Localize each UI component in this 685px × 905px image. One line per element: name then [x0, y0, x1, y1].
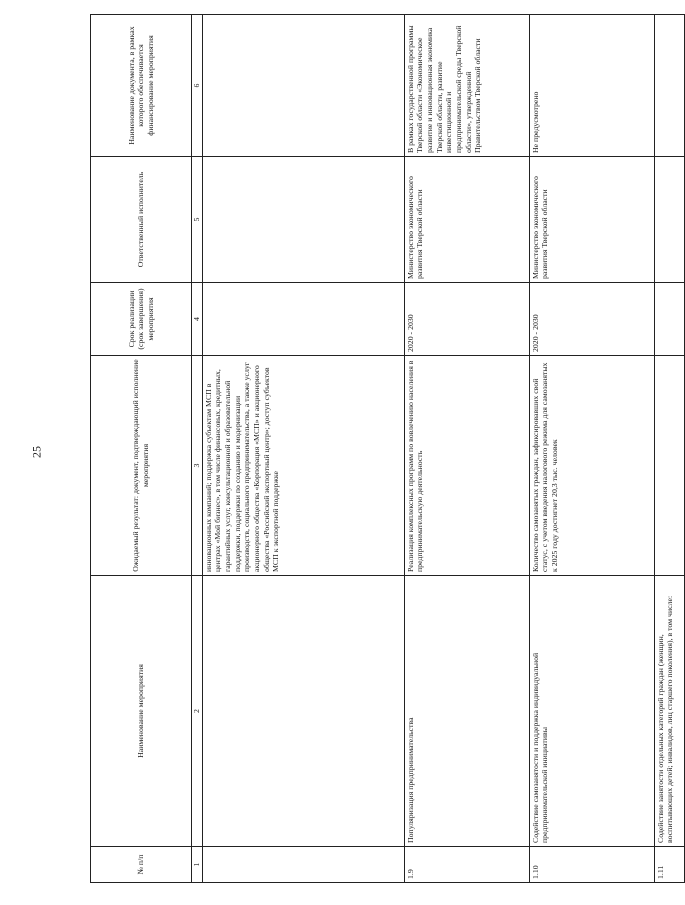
cell-expected-result: инновационных компаний; поддержка субъектам МСП в центрах «Мой бизнес», в том числе финансовых, кредитных, гарантийных услуг, консультационной и образовательной поддержки, поддержки по созданию и модернизации производств, социального предпринимательства, а также услуг акционерного общества «Корпорация «МСП» и акционерного общества «Российский экспортный центр»; доступ субъектов МСП к экспортной поддержке — [202, 356, 404, 576]
cell-number: 1.9 — [404, 847, 529, 883]
cell-number — [202, 847, 404, 883]
cell-expected-result: Реализация комплексных программ по вовлечению населения в предпринимательскую деятельность — [404, 356, 529, 576]
cell-number: 1.11 — [654, 847, 684, 883]
cell-term — [202, 283, 404, 356]
cell-measure-name: Содействие занятости отдельных категорий граждан (женщин, воспитывающих детей; инвалидов, лиц старшего поколения), в том числе: — [654, 576, 684, 847]
cell-measure-name: Популяризация предпринимательства — [404, 576, 529, 847]
column-numbers-row — [192, 15, 203, 883]
cell-executor: Министерство экономического развития Тверской области — [529, 157, 654, 283]
column-number: 2 — [192, 576, 203, 847]
table-row — [404, 15, 529, 883]
cell-measure-name: Содействие самозанятости и поддержка индивидуальной предпринимательской инициативы — [529, 576, 654, 847]
cell-expected-result: Количество самозанятых граждан, зафиксировавших свой статус, с учетом введения налогового режима для самозанятых к 2025 году достигнет 20,3 тыс. человек — [529, 356, 654, 576]
cell-term: 2020 - 2030 — [529, 283, 654, 356]
cell-measure-name — [202, 576, 404, 847]
header-executor: Ответственный исполнитель — [91, 157, 192, 283]
header-funding-document: Наименование документа, в рамках которого обеспечивается финансирование мероприятия — [91, 15, 192, 157]
column-number: 3 — [192, 356, 203, 576]
cell-funding-document — [202, 15, 404, 157]
table-row — [654, 15, 684, 883]
header-measure-name: Наименование мероприятия — [91, 576, 192, 847]
cell-funding-document: Не предусмотрено — [529, 15, 654, 157]
table-row — [529, 15, 654, 883]
measures-table — [90, 14, 685, 883]
header-term: Срок реализации (срок завершения) мероприятия — [91, 283, 192, 356]
column-number: 4 — [192, 283, 203, 356]
column-number: 5 — [192, 157, 203, 283]
column-number: 6 — [192, 15, 203, 157]
cell-executor: Министерство экономического развития Тверской области — [404, 157, 529, 283]
cell-expected-result — [654, 356, 684, 576]
table-row — [202, 15, 404, 883]
cell-executor — [202, 157, 404, 283]
header-expected-result: Ожидаемый результат: документ, подтверждающий исполнение мероприятия — [91, 356, 192, 576]
cell-term — [654, 283, 684, 356]
table-header-row — [91, 15, 192, 883]
cell-executor — [654, 157, 684, 283]
cell-term: 2020 - 2030 — [404, 283, 529, 356]
column-number: 1 — [192, 847, 203, 883]
header-number: № п/п — [91, 847, 192, 883]
rotated-table-container — [90, 15, 675, 883]
cell-funding-document: В рамках государственной программы Тверской области «Экономическое развитие и инновационная экономика Тверской области, развитие инвестиционной и предпринимательской среды Тверской области», утвержденной Правительством Тверской области — [404, 15, 529, 157]
cell-funding-document — [654, 15, 684, 157]
page-number: 25 — [29, 446, 44, 458]
cell-number: 1.10 — [529, 847, 654, 883]
